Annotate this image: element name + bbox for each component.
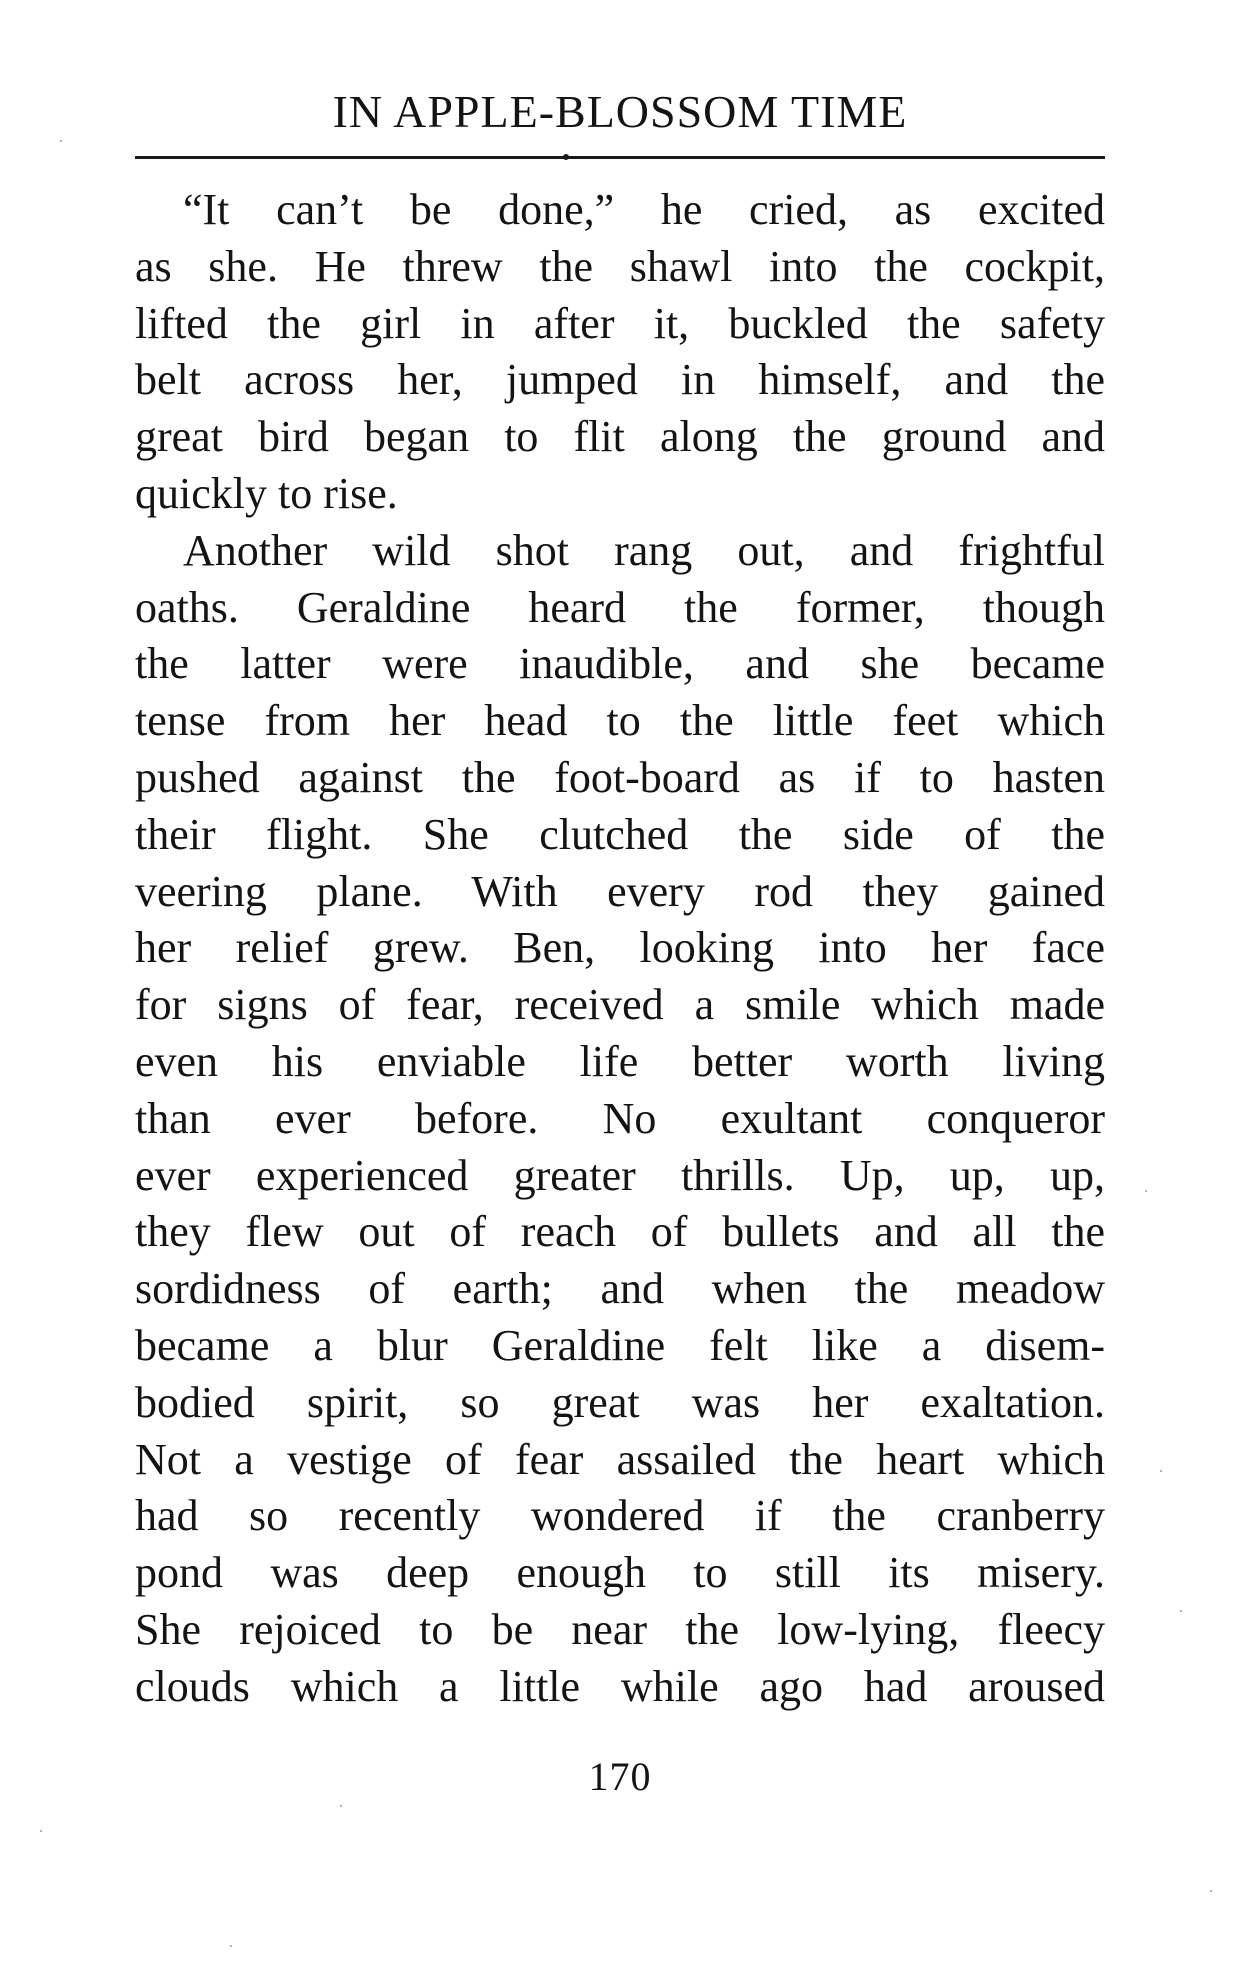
text-line: the latter were inaudible, and she became [135, 639, 1105, 689]
text-line: their flight. She clutched the side of the [135, 809, 1105, 859]
text-line: tense from her head to the little feet which [135, 696, 1105, 746]
text-line: Another wild shot rang out, and frightful [183, 525, 1105, 575]
text-line: bodied spirit, so great was her exaltation. [135, 1377, 1105, 1427]
text-line: pushed against the foot-board as if to hasten [135, 752, 1105, 802]
header-rule-mark [563, 154, 569, 160]
paper-speck [1180, 1610, 1182, 1612]
text-line: veering plane. With every rod they gained [135, 866, 1105, 916]
text-line: ever experienced greater thrills. Up, up, up, [135, 1150, 1105, 1200]
running-title: IN APPLE-BLOSSOM TIME [332, 86, 908, 137]
text-line: “It can’t be done,” he cried, as excited [183, 185, 1105, 234]
text-line: quickly to rise. [135, 468, 398, 518]
text-line: Not a vestige of fear assailed the heart which [135, 1434, 1105, 1484]
text-line: her relief grew. Ben, looking into her face [135, 923, 1105, 973]
paper-speck [60, 140, 62, 142]
text-line: even his enviable life better worth living [135, 1036, 1105, 1086]
header-rule [135, 156, 1105, 159]
page-body [135, 182, 1105, 1716]
paper-speck [1160, 1470, 1162, 1472]
paper-speck [1210, 1890, 1212, 1892]
text-line: oaths. Geraldine heard the former, though [135, 582, 1105, 632]
text-line: for signs of fear, received a smile which made [135, 980, 1105, 1030]
paper-speck [340, 1805, 342, 1807]
text-line: than ever before. No exultant conqueror [135, 1093, 1105, 1143]
text-line: sordidness of earth; and when the meadow [135, 1264, 1105, 1314]
text-line: had so recently wondered if the cranberry [135, 1491, 1105, 1541]
text-line: they flew out of reach of bullets and all the [135, 1207, 1105, 1257]
text-line: lifted the girl in after it, buckled the safety [135, 298, 1105, 348]
paper-speck [230, 1945, 232, 1947]
text-line: pond was deep enough to still its misery. [135, 1548, 1105, 1598]
page-number: 170 [588, 1754, 652, 1799]
text-line: She rejoiced to be near the low-lying, fleecy [135, 1604, 1105, 1654]
text-line: clouds which a little while ago had aroused [135, 1661, 1105, 1711]
text-line: belt across her, jumped in himself, and the [135, 355, 1105, 405]
text-line: as she. He threw the shawl into the cockpit, [135, 241, 1105, 291]
paper-speck [1145, 1190, 1147, 1192]
text-line: great bird began to flit along the ground and [135, 412, 1105, 462]
paper-speck [40, 1830, 42, 1832]
text-line: became a blur Geraldine felt like a disem- [135, 1320, 1105, 1370]
